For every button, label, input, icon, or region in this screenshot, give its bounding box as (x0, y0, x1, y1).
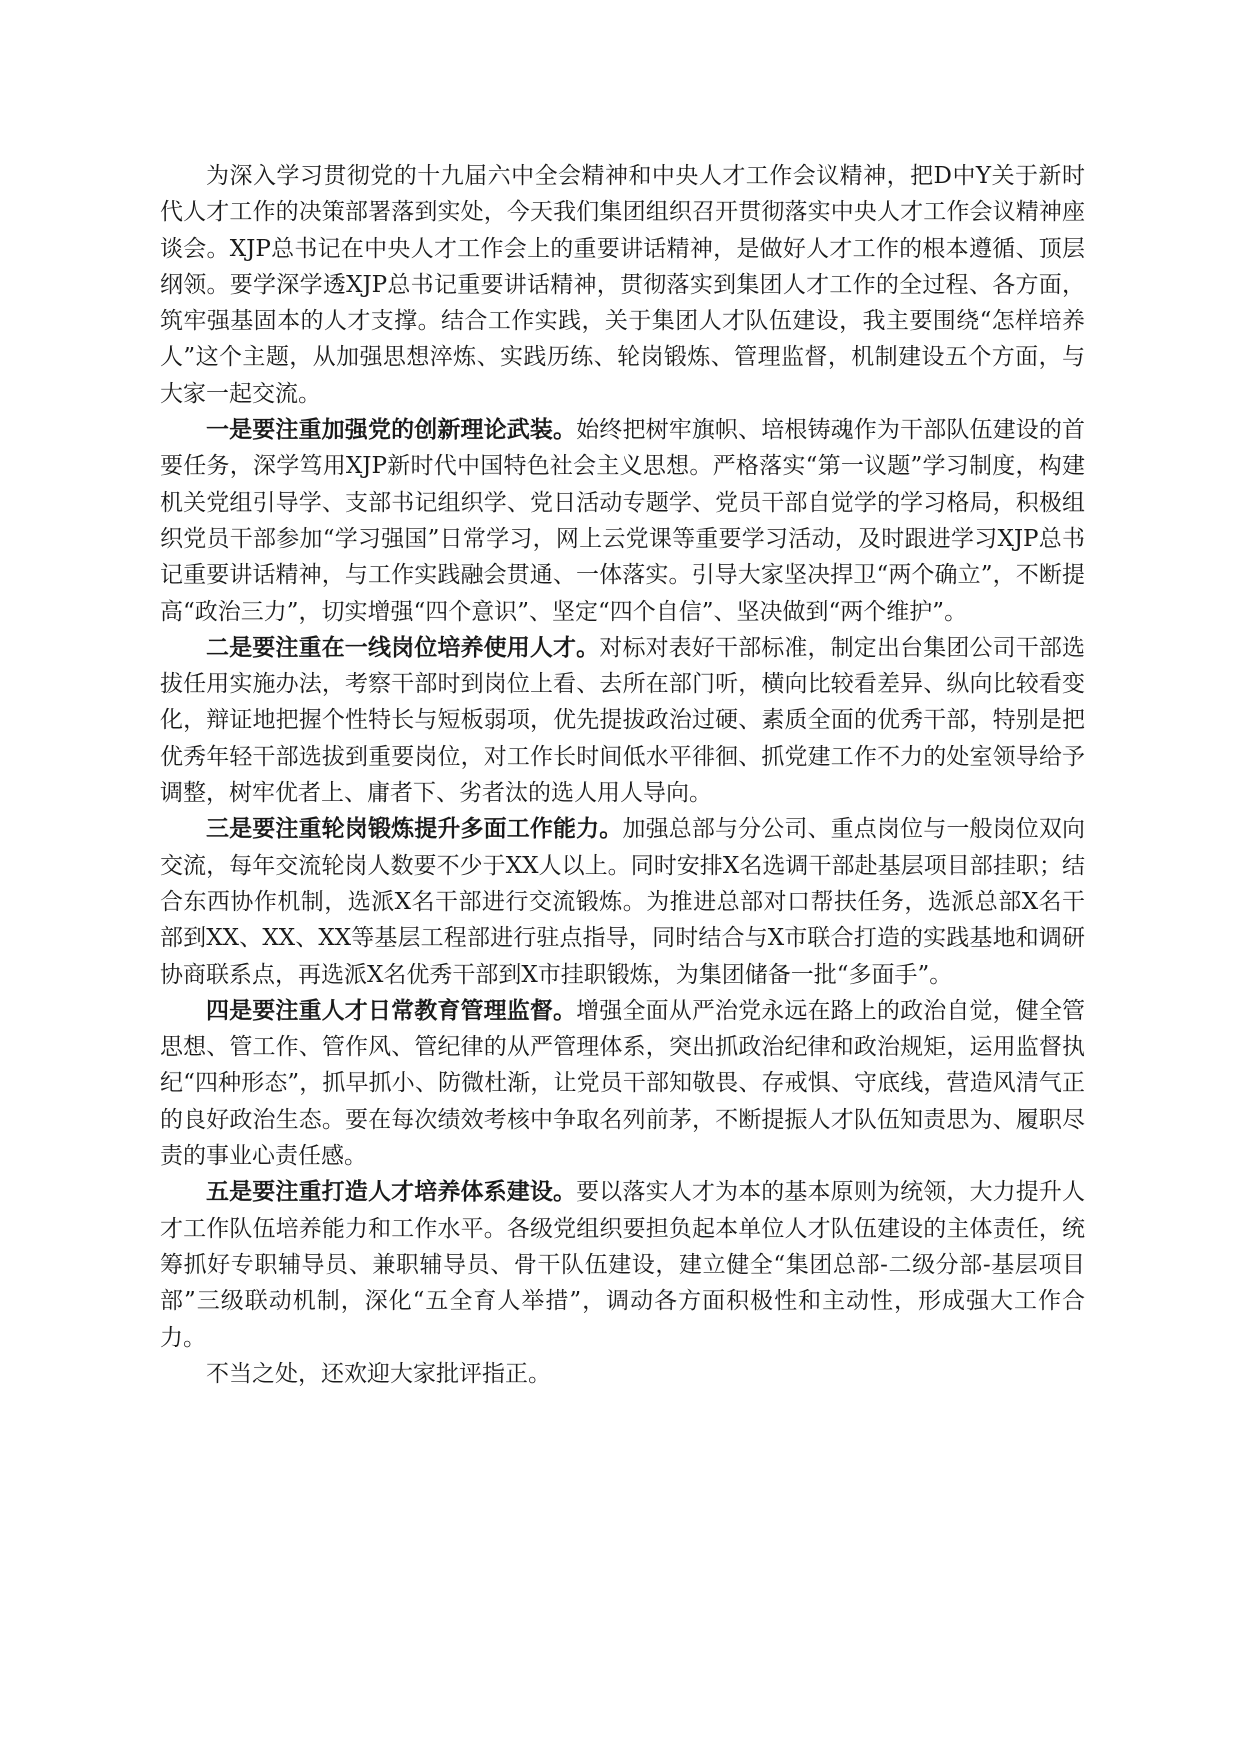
section-body-3: 加强总部与分公司、重点岗位与一般岗位双向交流，每年交流轮岗人数要不少于XX人以上。同时安排X名选调干部赴基层项目部挂职；结合东西协作机制，选派X名干部进行交流锻炼。为推进总部对口帮扶任务，选派总部X名干部到XX、XX、XX等基层工程部进行驻点指导，同时结合与X市联合打造的实践基地和调研协商联系点，再选派X名优秀干部到X市挂职锻炼，为集团储备一批“多面手”。 (160, 816, 1086, 988)
section-body-4: 增强全面从严治党永远在路上的政治自觉，健全管思想、管工作、管作风、管纪律的从严管理体系，突出抓政治纪律和政治规矩，运用监督执纪“四种形态”，抓早抓小、防微杜渐，让党员干部知敬畏、存戒惧、守底线，营造风清气正的良好政治生态。要在每次绩效考核中争取名列前茅，不断提振人才队伍知责思为、履职尽责的事业心责任感。 (160, 997, 1086, 1170)
section-paragraph-4 (160, 993, 1085, 1174)
section-heading-5: 五是要注重打造人才培养体系建设。 (206, 1178, 577, 1206)
section-paragraph-2 (160, 630, 1085, 811)
section-body-1: 始终把树牢旗帜、培根铸魂作为干部队伍建设的首要任务，深学笃用XJP新时代中国特色社会主义思想。严格落实“第一议题”学习制度，构建机关党组引导学、支部书记组织学、党日活动专题学、党员干部自觉学的学习格局，积极组织党员干部参加“学习强国”日常学习，网上云党课等重要学习活动，及时跟进学习XJP总书记重要讲话精神，与工作实践融会贯通、一体落实。引导大家坚决捍卫“两个确立”，不断提高“政治三力”，切实增强“四个意识”、坚定“四个自信”、坚决做到“两个维护”。 (160, 417, 1086, 625)
section-heading-2: 二是要注重在一线岗位培养使用人才。 (206, 633, 600, 661)
section-paragraph-3 (160, 811, 1085, 992)
section-body-5: 要以落实人才为本的基本原则为统领，大力提升人才工作队伍培养能力和工作水平。各级党组织要担负起本单位人才队伍建设的主体责任，统筹抓好专职辅导员、兼职辅导员、骨干队伍建设，建立健全“集团总部-二级分部-基层项目部”三级联动机制，深化“五全育人举措”，调动各方面积极性和主动性，形成强大工作合力。 (160, 1179, 1086, 1351)
section-heading-1: 一是要注重加强党的创新理论武装。 (206, 416, 577, 444)
section-paragraph-1 (160, 412, 1085, 630)
section-paragraph-5 (160, 1174, 1085, 1355)
document-page (160, 158, 1085, 1392)
section-heading-4: 四是要注重人才日常教育管理监督。 (206, 996, 577, 1024)
intro-paragraph: 为深入学习贯彻党的十九届六中全会精神和中央人才工作会议精神，把D中Y关于新时代人才工作的决策部署落到实处，今天我们集团组织召开贯彻落实中央人才工作会议精神座谈会。XJP总书记在中央人才工作会上的重要讲话精神，是做好人才工作的根本遵循、顶层纲领。要学深学透XJP总书记重要讲话精神，贯彻落实到集团人才工作的全过程、各方面，筑牢强基固本的人才支撑。结合工作实践，关于集团人才队伍建设，我主要围绕“怎样培养人”这个主题，从加强思想淬炼、实践历练、轮岗锻炼、管理监督，机制建设五个方面，与大家一起交流。 (160, 163, 1085, 407)
section-body-2: 对标对表好干部标准，制定出台集团公司干部选拔任用实施办法，考察干部时到岗位上看、去所在部门听，横向比较看差异、纵向比较看变化，辩证地把握个性特长与短板弱项，优先提拔政治过硬、素质全面的优秀干部，特别是把优秀年轻干部选拔到重要岗位，对工作长时间低水平徘徊、抓党建工作不力的处室领导给予调整，树牢优者上、庸者下、劣者汰的选人用人导向。 (160, 634, 1086, 807)
section-heading-3: 三是要注重轮岗锻炼提升多面工作能力。 (206, 815, 623, 843)
closing-paragraph: 不当之处，还欢迎大家批评指正。 (206, 1360, 551, 1387)
